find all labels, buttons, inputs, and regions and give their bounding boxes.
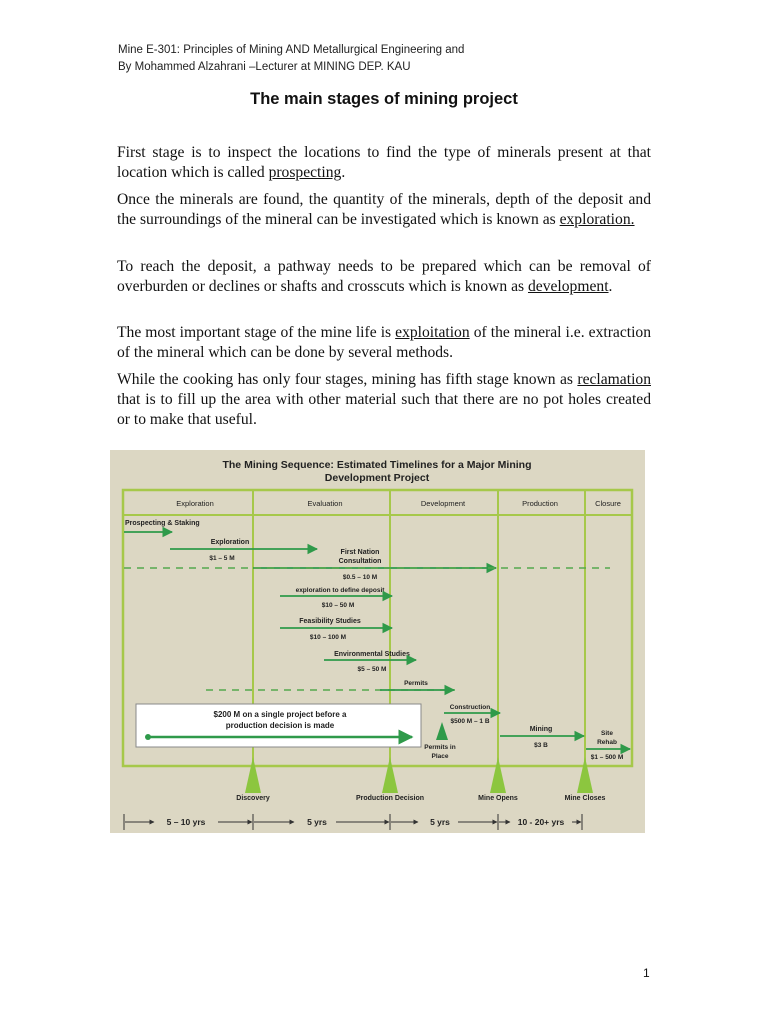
- milestone-mine-closes-label: Mine Closes: [564, 795, 606, 802]
- column-header-evaluation: Evaluation: [307, 499, 343, 508]
- label-environmental: Environmental Studies: [334, 651, 410, 658]
- label-site-rehab-2: Rehab: [597, 739, 617, 746]
- label-construction: Construction: [449, 704, 491, 711]
- paragraph-reclamation: While the cooking has only four stages, mining has fifth stage known as reclamation that is to fill up the area with other material such that there are no pot holes created or to make that useful.: [117, 371, 651, 428]
- page-title: The main stages of mining project: [250, 90, 518, 108]
- label-define-deposit: exploration to define deposit: [295, 587, 385, 594]
- header-author-line: By Mohammed Alzahrani –Lecturer at MINING DEP. KAU: [118, 61, 411, 73]
- term-exploration: exploration.: [559, 210, 635, 228]
- label-prospecting: Prospecting & Staking: [125, 520, 200, 527]
- term-prospecting: prospecting: [268, 163, 342, 181]
- label-feasibility: Feasibility Studies: [299, 618, 361, 625]
- figure-title-line1: The Mining Sequence: Estimated Timelines for a Major Mining: [222, 459, 532, 471]
- label-first-nation-cost: $0.5 – 10 M: [342, 574, 378, 581]
- header-course-line: Mine E-301: Principles of Mining AND Metallurgical Engineering and: [118, 44, 465, 56]
- page-number: 1: [643, 966, 650, 980]
- paragraph-exploitation: The most important stage of the mine life is exploitation of the mineral i.e. extraction of the mineral which can be done by several methods.: [117, 324, 651, 361]
- duration-exploration: 5 – 10 yrs: [166, 817, 206, 827]
- label-permits: Permits: [404, 680, 428, 687]
- label-permits-in-place-1: Permits in: [424, 744, 456, 751]
- figure-title-line2: Development Project: [324, 472, 430, 484]
- column-header-production: Production: [522, 499, 558, 508]
- column-header-exploration: Exploration: [176, 499, 214, 508]
- column-header-closure: Closure: [595, 499, 621, 508]
- column-header-development: Development: [420, 499, 466, 508]
- document-header: [118, 42, 464, 76]
- mining-sequence-figure: [110, 450, 645, 833]
- paragraph-prospecting: First stage is to inspect the locations to find the type of minerals present at that location which is called prospecting.: [117, 144, 651, 181]
- callout-text-2: production decision is made: [225, 721, 335, 730]
- label-exploration: Exploration: [210, 539, 250, 546]
- milestone-production-decision-label: Production Decision: [355, 795, 425, 802]
- paragraph-development: To reach the deposit, a pathway needs to be prepared which can be removal of overburden or declines or shafts and crosscuts which is known as development.: [117, 258, 651, 295]
- duration-production: 10 - 20+ yrs: [517, 817, 565, 827]
- label-mining-cost: $3 B: [534, 742, 548, 749]
- callout-text-1: $200 M on a single project before a: [213, 710, 347, 719]
- label-exploration-cost: $1 – 5 M: [209, 555, 235, 562]
- label-site-rehab-cost: $1 – 500 M: [590, 754, 624, 761]
- label-first-nation-2: Consultation: [338, 558, 382, 565]
- paragraph-exploration: Once the minerals are found, the quantity of the minerals, depth of the deposit and the surroundings of the mineral can be investigated which is known as exploration.: [117, 191, 651, 228]
- term-reclamation: reclamation: [577, 371, 651, 388]
- label-first-nation-1: First Nation: [340, 549, 380, 556]
- milestone-mine-opens-label: Mine Opens: [478, 795, 518, 802]
- duration-evaluation: 5 yrs: [307, 817, 327, 827]
- term-development: development: [527, 277, 609, 295]
- duration-development: 5 yrs: [430, 817, 450, 827]
- label-permits-in-place-2: Place: [431, 753, 449, 760]
- label-site-rehab-1: Site: [601, 730, 613, 737]
- label-environmental-cost: $5 – 50 M: [357, 666, 387, 673]
- label-feasibility-cost: $10 – 100 M: [309, 634, 347, 641]
- milestone-discovery-label: Discovery: [236, 795, 270, 802]
- label-define-cost: $10 – 50 M: [321, 602, 355, 609]
- label-mining: Mining: [529, 726, 553, 733]
- term-exploitation: exploitation: [395, 324, 470, 341]
- label-construction-cost: $500 M – 1 B: [450, 718, 490, 725]
